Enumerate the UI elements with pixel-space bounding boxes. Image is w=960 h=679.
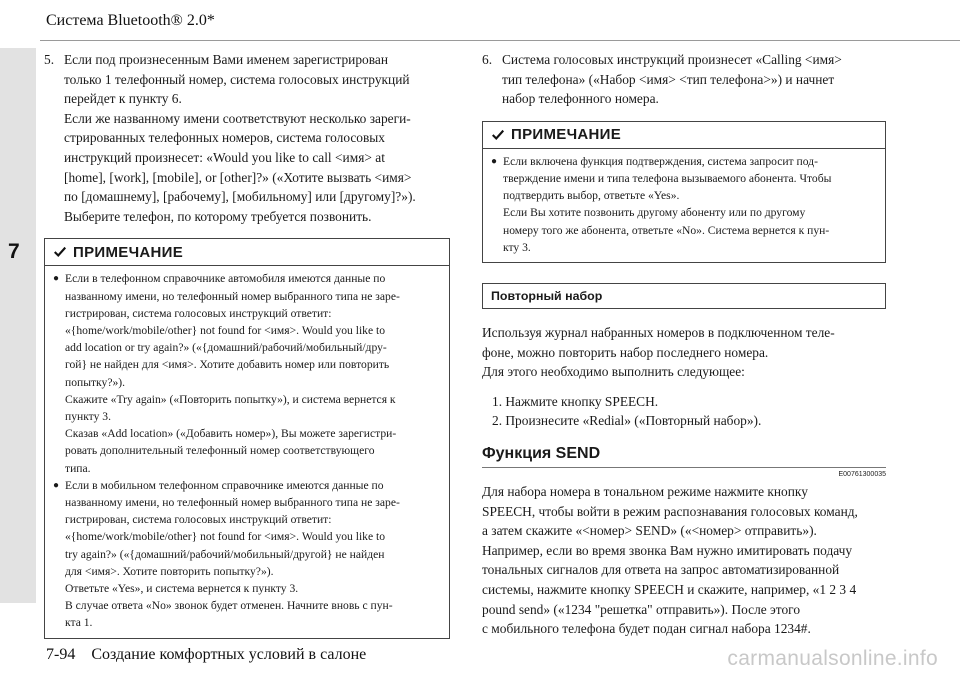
note-bullet-text (503, 153, 877, 256)
step-5-line: только 1 телефонный номер, система голосовых инструкций (64, 71, 410, 87)
note-line: try again?» («{домашний/рабочий/мобильный/другой} не найден (65, 547, 385, 561)
note-line: кту 3. (503, 240, 531, 254)
send-section-divider (482, 467, 886, 468)
note-bullet (491, 153, 877, 256)
send-line: pound send» («1234 "решетка" отправить»). После этого (482, 601, 801, 617)
note-line: Скажите «Try again» («Повторить попытку»), и система вернется к (65, 392, 396, 406)
note-header (483, 122, 885, 149)
redial-line: фоне, можно повторить набор последнего номера. (482, 344, 769, 360)
note-line: add location or try again?» («{домашний/рабочий/мобильный/дру- (65, 341, 387, 355)
note-line: «{home/work/mobile/other} not found for <имя>. Would you like to (65, 530, 386, 544)
left-column (44, 50, 450, 639)
step-6-line: набор телефонного номера. (502, 91, 659, 107)
note-line: гистрирован, система голосовых инструкций ответит: (65, 306, 332, 320)
note-line: типа. (65, 461, 91, 475)
note-header (45, 239, 449, 266)
note-line: кта 1. (65, 616, 93, 630)
step-5 (44, 50, 450, 226)
step-6-line: Система голосовых инструкций произнесет «Calling <имя> (502, 52, 842, 67)
note-body (483, 149, 885, 262)
step-5-line: Выберите телефон, по которому требуется позвонить. (64, 208, 372, 224)
note-line: гистрирован, система голосовых инструкций ответит: (65, 513, 332, 527)
note-line: пункту 3. (65, 409, 111, 423)
bullet-dot-icon: ● (53, 273, 60, 285)
note-title: ПРИМЕЧАНИЕ (73, 243, 184, 261)
note-title: ПРИМЕЧАНИЕ (511, 126, 622, 144)
redial-line: Используя журнал набранных номеров в подключенном теле- (482, 325, 835, 340)
chapter-side-tab (0, 48, 36, 603)
step-5-line: инструкций произнесет: «Would you like to call <имя> at (64, 149, 385, 165)
note-bullet (53, 477, 441, 632)
note-body (45, 266, 449, 637)
step-6-text (502, 50, 886, 109)
send-line: Для набора номера в тональном режиме нажмите кнопку (482, 483, 808, 499)
checkmark-icon (491, 128, 505, 142)
send-line: с мобильного телефона будет подан сигнал набора 1234#. (482, 621, 811, 637)
note-line: Если в телефонном справочнике автомобиля имеются данные по (65, 272, 386, 286)
redial-step: 2. Произнесите «Redial» («Повторный набор»). (492, 413, 762, 429)
bullet-dot-icon: ● (491, 155, 498, 167)
step-6-number: 6. (482, 52, 493, 67)
note-line: для <имя>. Хотите повторить попытку?»). (65, 564, 274, 578)
redial-intro (482, 323, 886, 382)
redial-step: 1. Нажмите кнопку SPEECH. (492, 393, 659, 409)
note-line: Сказав «Add location» («Добавить номер»), Вы можете зарегистри- (65, 427, 397, 441)
note-line: подтвердить выбор, ответьте «Yes». (503, 189, 680, 203)
redial-section-box: Повторный набор (482, 283, 886, 309)
send-line: тональных сигналов для ответа на запрос автоматизированной (482, 562, 840, 578)
note-line: названному имени, но телефонный номер выбранного типа не заре- (65, 289, 400, 303)
step-5-number: 5. (44, 52, 55, 67)
note-box-left (44, 238, 450, 638)
right-column (482, 50, 886, 639)
send-line: а затем скажите «<номер> SEND» («<номер> отправить»). (482, 523, 817, 539)
step-5-line: стрированных телефонных номеров, система голосовых (64, 130, 385, 146)
page-footer: 7-94 Создание комфортных условий в салоне (46, 646, 367, 663)
redial-steps (482, 392, 886, 431)
redial-line: Для этого необходимо выполнить следующее: (482, 364, 745, 380)
note-bullet-text (65, 270, 441, 476)
step-6-line: тип телефона» («Набор <имя> <тип телефона>») и начнет (502, 71, 835, 87)
note-line: номеру того же абонента, ответьте «No». Система вернется к пун- (503, 223, 830, 237)
chapter-number: 7 (8, 240, 20, 263)
step-5-line: [home], [work], [mobile], or [other]?» («Хотите вызвать <имя> (64, 169, 412, 185)
send-section-code: E00761300035 (838, 470, 886, 478)
send-section-text (482, 482, 886, 639)
send-line: Например, если во время звонка Вам нужно имитировать подачу (482, 542, 853, 558)
note-line: Если Вы хотите позвонить другому абоненту или по другому (503, 206, 806, 220)
step-6 (482, 50, 886, 109)
note-box-right (482, 121, 886, 263)
bullet-dot-icon: ● (53, 479, 60, 491)
page-header-title: Система Bluetooth® 2.0* (46, 12, 215, 29)
watermark: carmanualsonline.info (727, 647, 938, 670)
note-line: Если в мобильном телефонном справочнике имеются данные по (65, 478, 384, 492)
note-bullet (53, 270, 441, 476)
step-5-line: Если же названному имени соответствуют несколько зареги- (64, 110, 411, 126)
note-bullet-text (65, 477, 441, 632)
send-section-title: Функция SEND (482, 444, 601, 462)
note-line: попытку?»). (65, 375, 126, 389)
note-line: «{home/work/mobile/other} not found for <имя>. Would you like to (65, 323, 386, 337)
checkmark-icon (53, 245, 67, 259)
step-5-line: по [домашнему], [рабочему], [мобильному] или [другому]?»). (64, 189, 416, 205)
step-5-line: Если под произнесенным Вами именем зарегистрирован (64, 52, 388, 67)
note-line: названному имени, но телефонный номер выбранного типа не заре- (65, 495, 400, 509)
send-line: системы, нажмите кнопку SPEECH и скажите, например, «1 2 3 4 (482, 581, 857, 597)
step-5-line: перейдет к пункту 6. (64, 91, 182, 107)
note-line: ровать дополнительный телефонный номер соответствующего (65, 444, 375, 458)
note-line: Ответьте «Yes», и система вернется к пункту 3. (65, 582, 299, 595)
step-5-text (64, 50, 450, 226)
note-line: гой} не найден для <имя>. Хотите добавить номер или повторить (65, 358, 390, 372)
header-divider (40, 40, 960, 41)
note-line: В случае ответа «No» звонок будет отменен. Начните вновь с пун- (65, 599, 393, 613)
note-line: Если включена функция подтверждения, система запросит под- (503, 154, 818, 168)
send-line: SPEECH, чтобы войти в режим распознавания голосовых команд, (482, 503, 858, 519)
note-line: тверждение имени и типа телефона вызываемого абонента. Чтобы (503, 171, 832, 185)
